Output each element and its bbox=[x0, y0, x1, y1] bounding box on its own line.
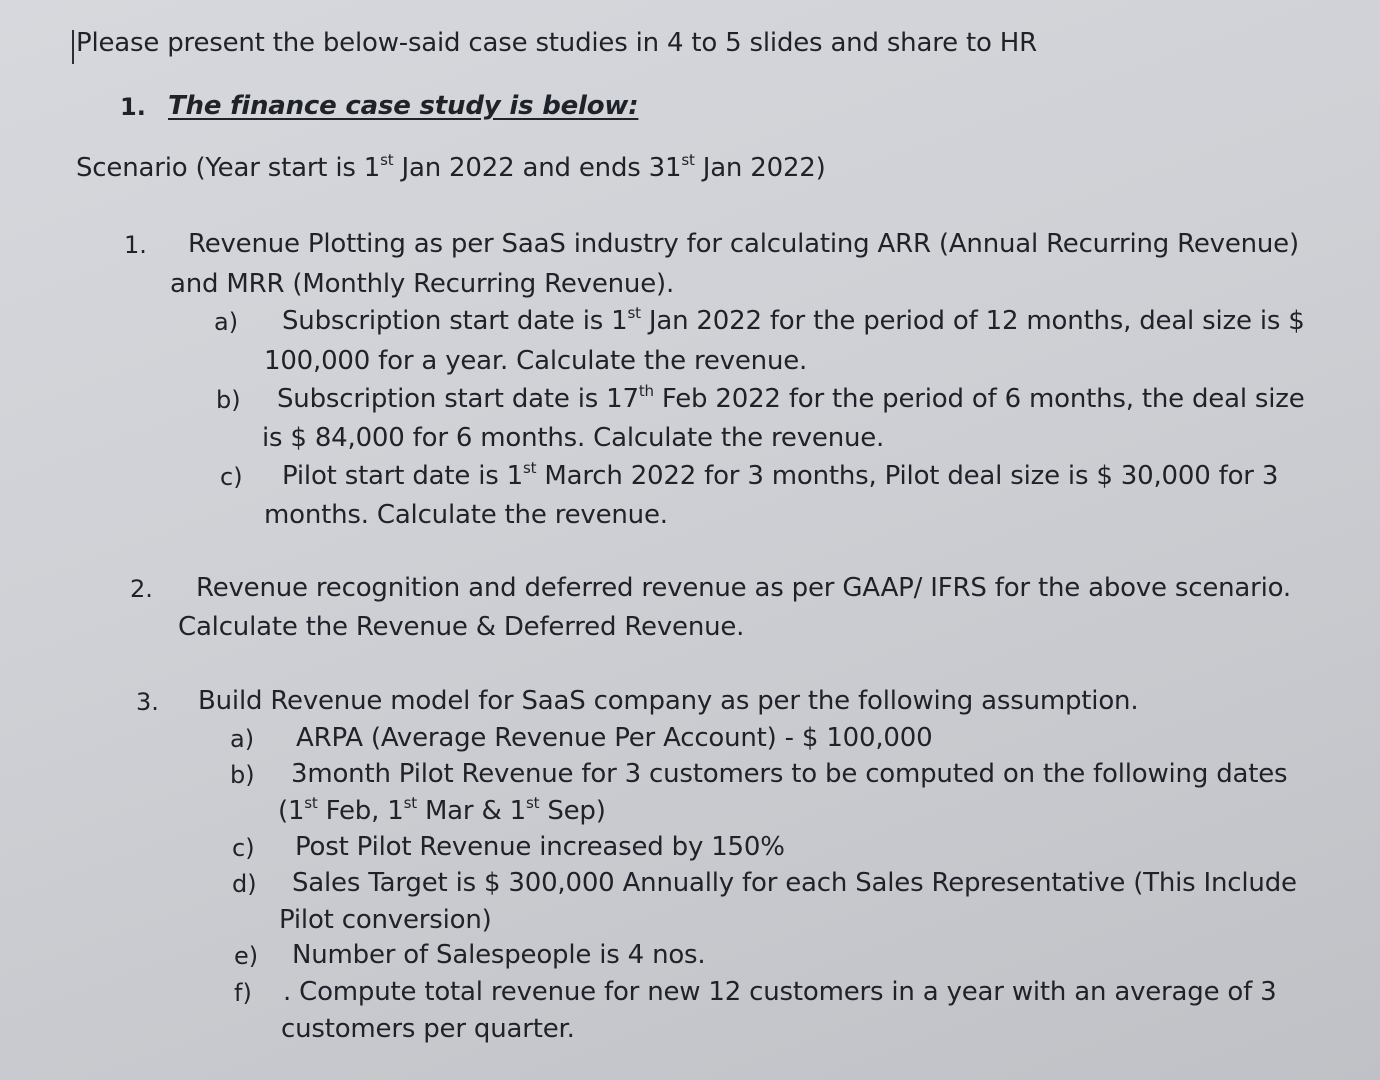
item-3c-label: c) bbox=[232, 834, 255, 862]
item-3d-line-2: Pilot conversion) bbox=[279, 905, 492, 935]
item-3-line-1: Build Revenue model for SaaS company as per the following assumption. bbox=[198, 686, 1139, 716]
item-3b-line-2: (1st Feb, 1st Mar & 1st Sep) bbox=[278, 794, 606, 826]
item-1b-line-2: is $ 84,000 for 6 months. Calculate the revenue. bbox=[262, 423, 885, 453]
item-2-line-1: Revenue recognition and deferred revenue as per GAAP/ IFRS for the above scenario. bbox=[196, 573, 1291, 603]
item-3d-line-1: Sales Target is $ 300,000 Annually for each Sales Representative (This Include bbox=[292, 868, 1297, 898]
item-3f-line-1: . Compute total revenue for new 12 customers in a year with an average of 3 bbox=[283, 977, 1277, 1007]
section-number: 1. bbox=[120, 93, 146, 121]
item-1c-line-1: Pilot start date is 1st March 2022 for 3 months, Pilot deal size is $ 30,000 for 3 bbox=[282, 459, 1279, 491]
item-3e-text: Number of Salespeople is 4 nos. bbox=[292, 940, 706, 970]
item-1a-line-1: Subscription start date is 1st Jan 2022 for the period of 12 months, deal size is $ bbox=[282, 304, 1305, 336]
item-3f-line-2: customers per quarter. bbox=[281, 1014, 575, 1044]
item-1c-line-2: months. Calculate the revenue. bbox=[264, 500, 668, 530]
item-3c-text: Post Pilot Revenue increased by 150% bbox=[295, 832, 785, 862]
intro-text: Please present the below-said case studies in 4 to 5 slides and share to HR bbox=[76, 28, 1037, 58]
item-1-line-1: Revenue Plotting as per SaaS industry for calculating ARR (Annual Recurring Revenue) bbox=[188, 229, 1299, 259]
item-1-line-2: and MRR (Monthly Recurring Revenue). bbox=[170, 269, 675, 299]
text-cursor bbox=[72, 30, 74, 64]
item-1c-label: c) bbox=[220, 463, 243, 491]
item-3-number: 3. bbox=[136, 688, 159, 716]
item-3e-label: e) bbox=[234, 942, 259, 970]
section-heading: The finance case study is below: bbox=[168, 91, 639, 121]
item-3a-label: a) bbox=[230, 725, 255, 753]
item-3f-label: f) bbox=[234, 979, 252, 1007]
item-3d-label: d) bbox=[232, 870, 257, 898]
item-1a-line-2: 100,000 for a year. Calculate the revenue. bbox=[264, 346, 808, 376]
item-2-line-2: Calculate the Revenue & Deferred Revenue. bbox=[178, 612, 745, 642]
item-1a-label: a) bbox=[214, 308, 239, 336]
item-1-number: 1. bbox=[124, 231, 147, 259]
item-3a-text: ARPA (Average Revenue Per Account) - $ 100,000 bbox=[296, 723, 933, 753]
item-1b-label: b) bbox=[216, 386, 241, 414]
item-2-number: 2. bbox=[130, 575, 153, 603]
item-3b-line-1: 3month Pilot Revenue for 3 customers to be computed on the following dates bbox=[291, 759, 1288, 789]
item-3b-label: b) bbox=[230, 761, 255, 789]
item-1b-line-1: Subscription start date is 17th Feb 2022 for the period of 6 months, the deal size bbox=[277, 382, 1305, 414]
scenario-text: Scenario (Year start is 1st Jan 2022 and ends 31st Jan 2022) bbox=[76, 151, 826, 183]
